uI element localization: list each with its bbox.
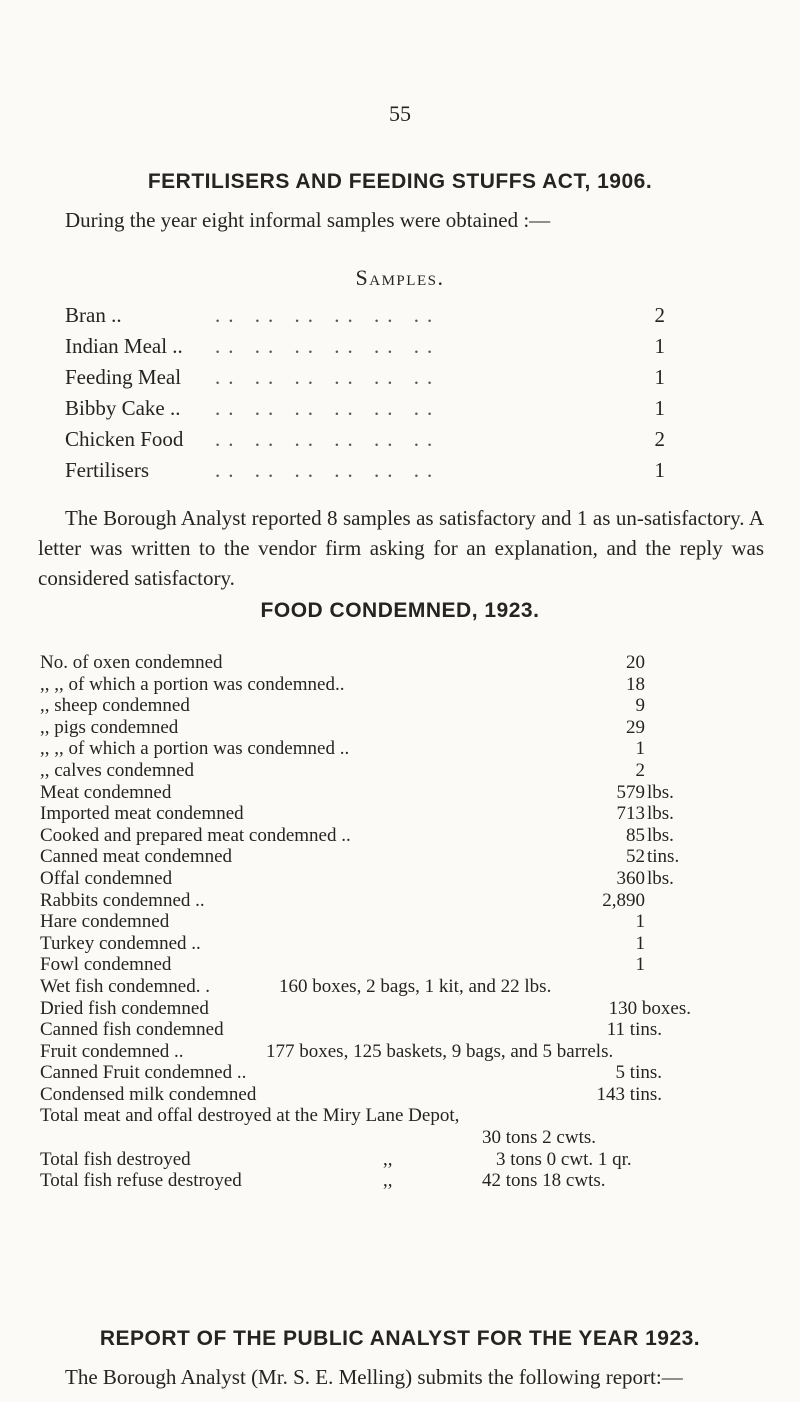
- item-value: 143 tins.: [596, 1083, 662, 1105]
- analyst-intro: The Borough Analyst (Mr. S. E. Melling) submits the following report:—: [65, 1365, 683, 1389]
- item-value: 2,890: [602, 889, 645, 911]
- table-row: [65, 393, 665, 424]
- fertilisers-heading: FERTILISERS AND FEEDING STUFFS ACT, 1906.: [147, 170, 653, 193]
- item-label: Wet fish condemned. .: [40, 975, 210, 997]
- item-value: 85: [626, 824, 645, 846]
- list-item: [40, 717, 780, 739]
- table-row: [65, 331, 665, 362]
- item-label: Cooked and prepared meat condemned ..: [40, 824, 351, 846]
- item-value: 130 boxes.: [608, 997, 691, 1019]
- samples-table: [65, 300, 665, 486]
- item-label: Total fish refuse destroyed: [40, 1170, 242, 1192]
- leader-dots: .. .. .. .. .. ..: [215, 427, 441, 451]
- item-unit: lbs.: [647, 803, 674, 825]
- leader-dots: .. .. .. .. .. ..: [215, 303, 441, 327]
- item-label: ,, calves condemned: [40, 759, 195, 781]
- list-item: [40, 782, 780, 804]
- item-label: ,, ,, of which a portion was condemned ..: [40, 738, 350, 760]
- item-label: Imported meat condemned: [40, 803, 244, 825]
- item-label: Dried fish condemned: [40, 997, 209, 1019]
- sample-count: 2: [654, 427, 665, 451]
- sample-count: 2: [654, 303, 665, 327]
- list-item: [40, 846, 780, 868]
- sample-count: 1: [654, 365, 665, 389]
- item-value: 11 tins.: [606, 1019, 662, 1041]
- list-item: [40, 1084, 780, 1106]
- list-item: [40, 1127, 780, 1149]
- list-item: [40, 998, 780, 1020]
- item-value: 5 tins.: [615, 1062, 662, 1084]
- list-item: [40, 674, 780, 696]
- list-item: [40, 803, 780, 825]
- list-item: [40, 1105, 780, 1127]
- item-label: Fruit condemned ..: [40, 1040, 184, 1062]
- leader-dots: .. .. .. .. .. ..: [215, 365, 441, 389]
- list-item: [40, 890, 780, 912]
- food-heading: FOOD CONDEMNED, 1923.: [260, 599, 540, 622]
- item-label: Offal condemned: [40, 867, 173, 889]
- item-value: 30 tons 2 cwts.: [482, 1127, 596, 1149]
- item-value: 360: [616, 867, 645, 889]
- item-value: 579: [616, 781, 645, 803]
- item-value: 18: [626, 673, 645, 695]
- item-value: 1: [635, 932, 645, 954]
- list-item: [40, 1019, 780, 1041]
- item-label: Total fish destroyed: [40, 1148, 191, 1170]
- item-value: 1: [635, 954, 645, 976]
- item-unit: lbs.: [647, 781, 674, 803]
- item-value: 1: [635, 911, 645, 933]
- item-value: 52: [626, 846, 645, 868]
- page-number: 55: [389, 101, 411, 126]
- sample-name: Feeding Meal: [65, 365, 182, 389]
- list-item: [40, 1149, 780, 1171]
- item-unit: lbs.: [647, 867, 674, 889]
- sample-name: Indian Meal ..: [65, 334, 183, 358]
- sample-name: Bran ..: [65, 303, 122, 327]
- table-row: [65, 300, 665, 331]
- sample-name: Bibby Cake ..: [65, 396, 181, 420]
- item-label: ,, ,, of which a portion was condemned..: [40, 673, 345, 695]
- sample-name: Fertilisers: [65, 458, 149, 482]
- item-value: 713: [616, 803, 645, 825]
- list-item: [40, 933, 780, 955]
- list-item: [40, 1062, 780, 1084]
- item-unit: tins.: [647, 846, 680, 868]
- item-label: Canned fish condemned: [40, 1019, 224, 1041]
- ditto-mark: ,,: [383, 1148, 393, 1170]
- item-value: 20: [626, 652, 645, 673]
- list-item: [40, 976, 780, 998]
- list-item: [40, 760, 780, 782]
- item-label: ,, sheep condemned: [40, 695, 190, 717]
- item-label: Turkey condemned ..: [40, 932, 201, 954]
- list-item: [40, 695, 780, 717]
- table-row: [65, 424, 665, 455]
- list-item: [40, 1041, 780, 1063]
- item-label: Total meat and offal destroyed at the Miry Lane Depot,: [40, 1105, 460, 1127]
- sample-count: 1: [654, 396, 665, 420]
- item-label: Canned Fruit condemned ..: [40, 1062, 247, 1084]
- sample-count: 1: [654, 458, 665, 482]
- item-unit: lbs.: [647, 824, 674, 846]
- list-item: [40, 868, 780, 890]
- list-item: [40, 1170, 780, 1192]
- item-label: ,, pigs condemned: [40, 716, 179, 738]
- list-item: [40, 825, 780, 847]
- sample-count: 1: [654, 334, 665, 358]
- leader-dots: .. .. .. .. .. ..: [215, 396, 441, 420]
- item-label: Rabbits condemned ..: [40, 889, 205, 911]
- item-value: 29: [626, 716, 645, 738]
- item-value: 3 tons 0 cwt. 1 qr.: [496, 1148, 632, 1170]
- item-label: Fowl condemned: [40, 954, 172, 976]
- item-label: Hare condemned: [40, 911, 170, 933]
- list-item: [40, 652, 780, 674]
- item-value: 1: [635, 738, 645, 760]
- item-value: 9: [635, 695, 645, 717]
- fertilisers-intro: During the year eight informal samples were obtained :—: [65, 208, 551, 232]
- leader-dots: .. .. .. .. .. ..: [215, 334, 441, 358]
- list-item: [40, 911, 780, 933]
- item-value: 160 boxes, 2 bags, 1 kit, and 22 lbs.: [279, 975, 552, 997]
- fertilisers-report: The Borough Analyst reported 8 samples as satisfactory and 1 as un-satisfactory. A letter was written to the vendor firm asking for an explanation, and the reply was considered satisfactory.: [38, 506, 764, 590]
- table-row: [65, 362, 665, 393]
- sample-name: Chicken Food: [65, 427, 184, 451]
- leader-dots: .. .. .. .. .. ..: [215, 458, 441, 482]
- item-label: No. of oxen condemned: [40, 652, 223, 673]
- item-value: 177 boxes, 125 baskets, 9 bags, and 5 barrels.: [266, 1040, 614, 1062]
- food-condemned-list: [40, 652, 780, 1192]
- item-label: Condensed milk condemned: [40, 1083, 257, 1105]
- table-row: [65, 455, 665, 486]
- list-item: [40, 954, 780, 976]
- ditto-mark: ,,: [383, 1170, 393, 1192]
- item-value: 42 tons 18 cwts.: [482, 1170, 606, 1192]
- item-label: Canned meat condemned: [40, 846, 233, 868]
- item-value: 2: [635, 759, 645, 781]
- analyst-heading: REPORT OF THE PUBLIC ANALYST FOR THE YEAR 1923.: [99, 1327, 701, 1350]
- item-label: Meat condemned: [40, 781, 172, 803]
- samples-title: Samples.: [355, 265, 445, 290]
- list-item: [40, 738, 780, 760]
